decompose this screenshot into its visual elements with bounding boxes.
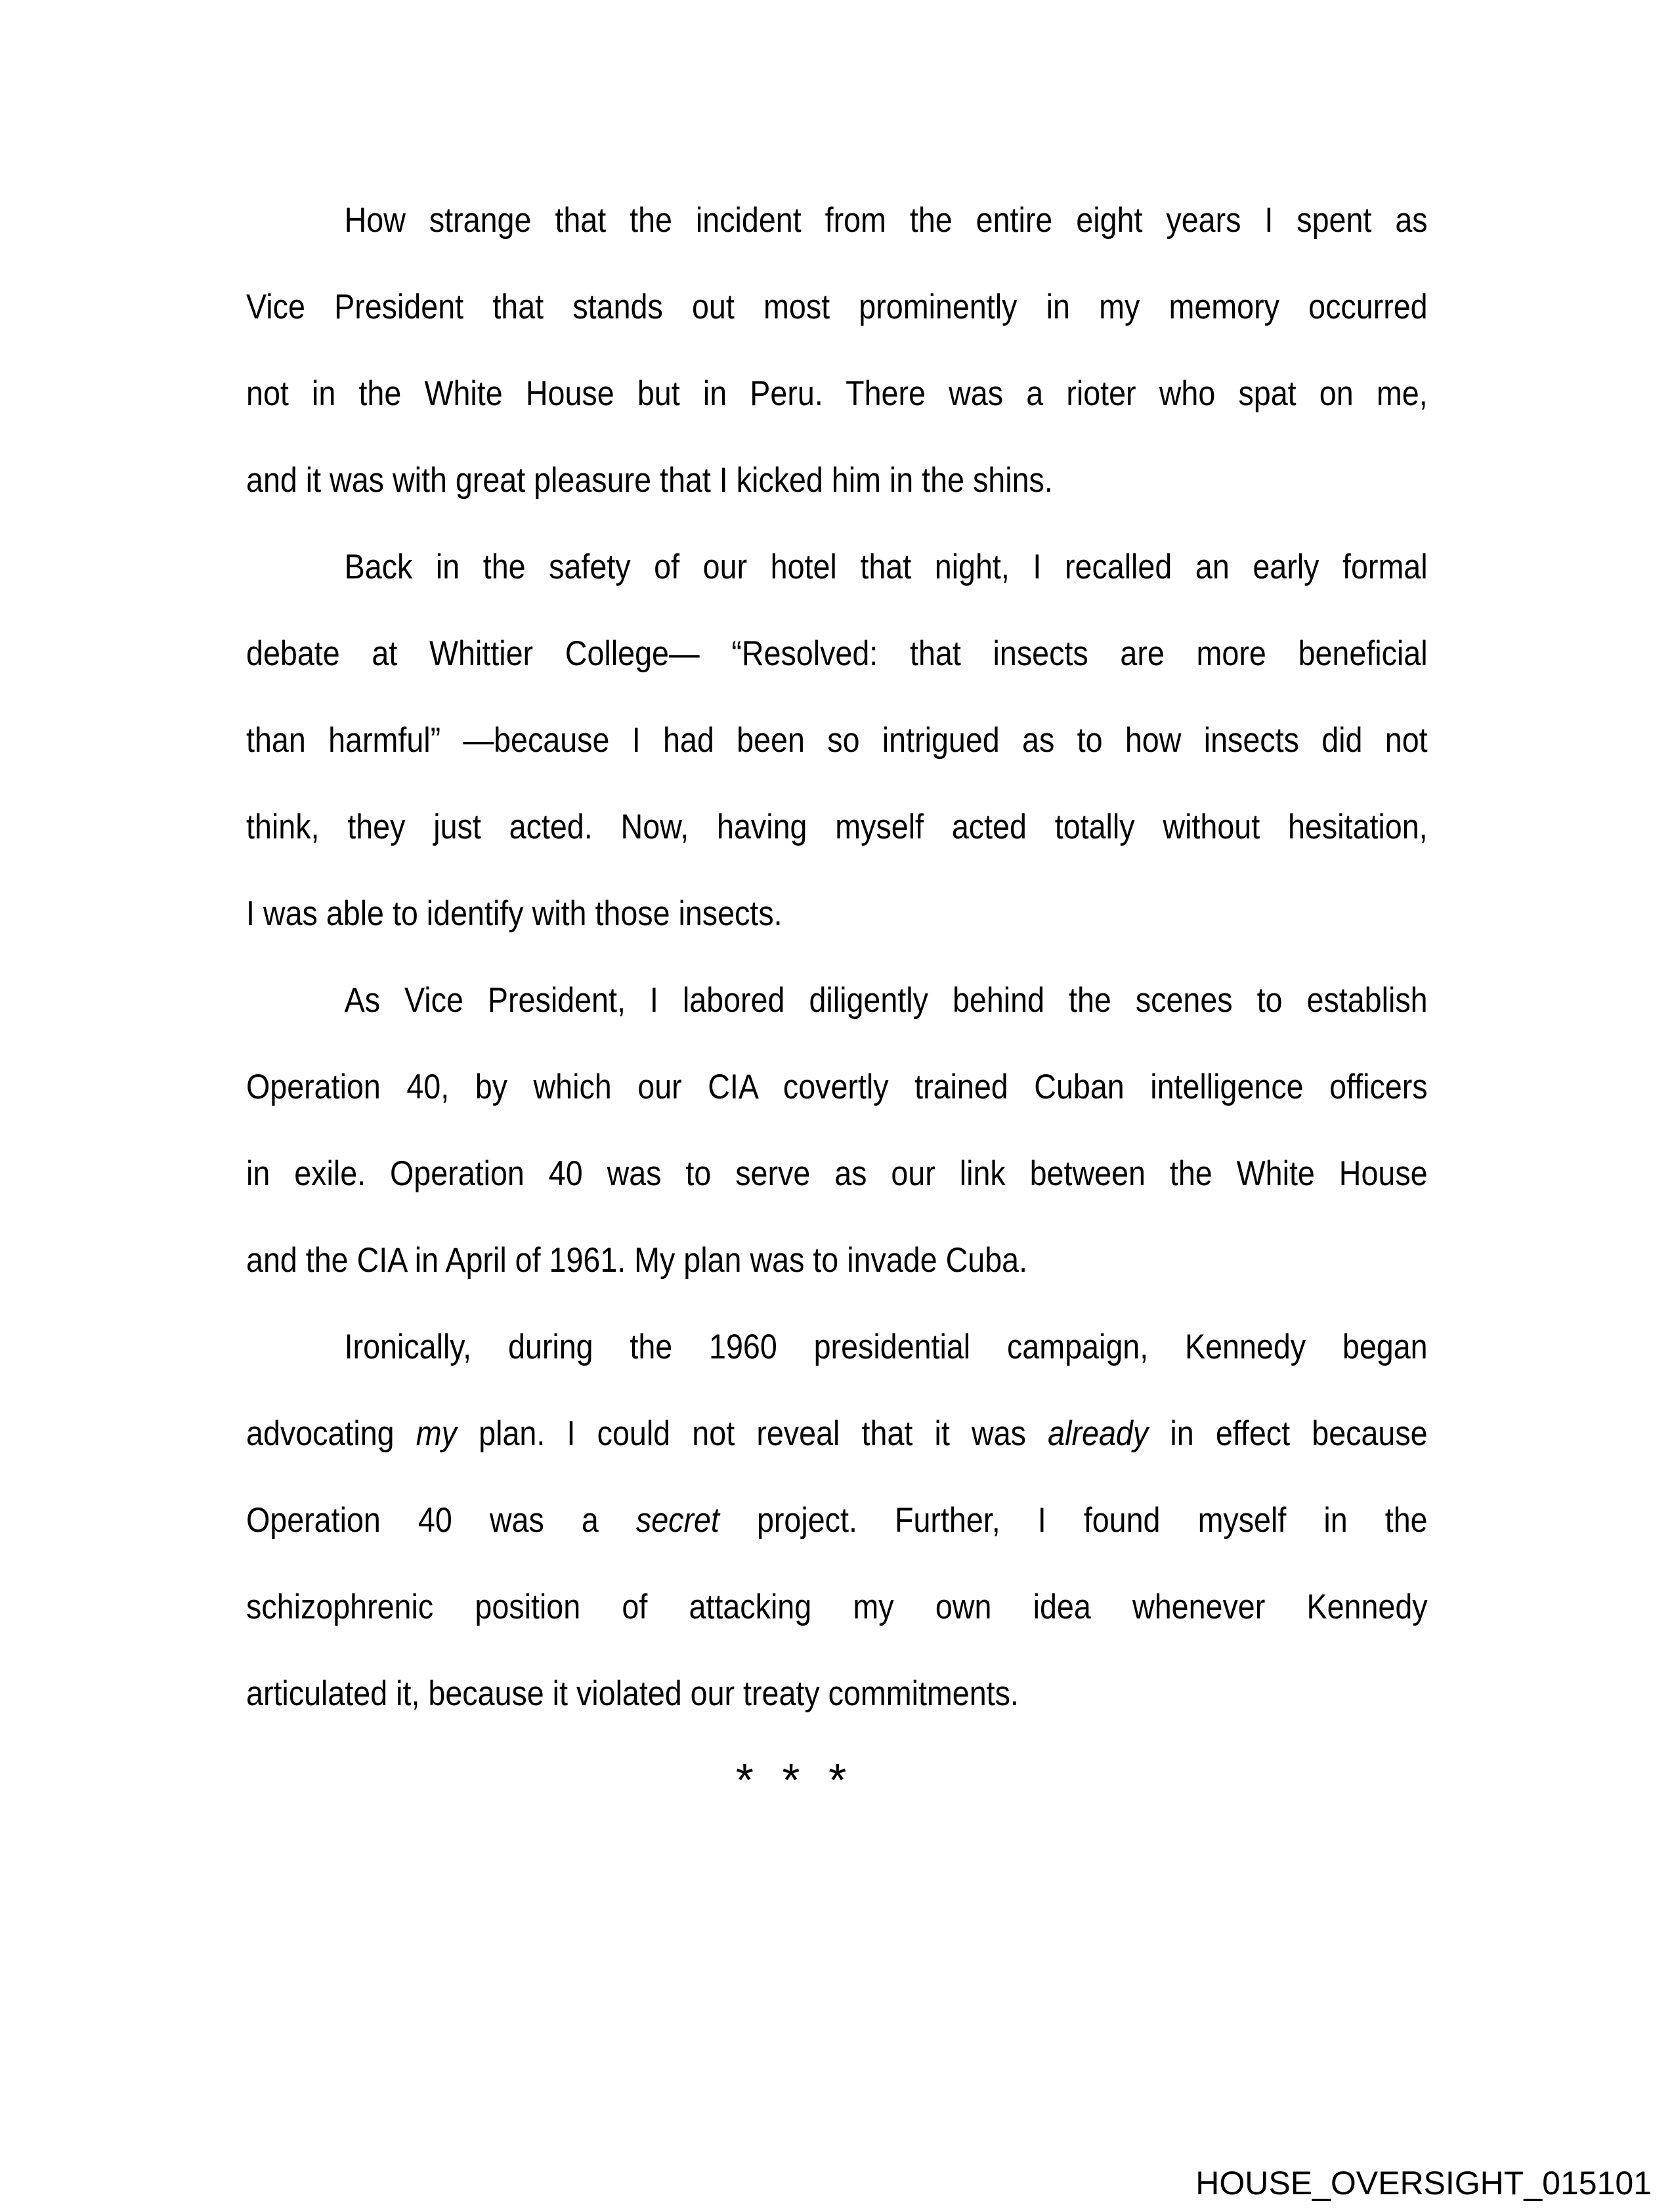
bates-number: HOUSE_OVERSIGHT_015101 <box>1195 2165 1652 2201</box>
text-line <box>246 1651 1428 1737</box>
text-segment: in effect because <box>1148 1414 1428 1453</box>
text-line <box>246 1044 1428 1131</box>
text-segment: Operation 40 was a <box>246 1501 636 1540</box>
text-line <box>246 437 1428 524</box>
text-line <box>246 1564 1428 1651</box>
text-segment: Back in the safety of our hotel that night, I recalled an early formal <box>344 548 1428 586</box>
text-segment: Operation 40, by which our CIA covertly trained Cuban intelligence officers <box>246 1068 1428 1106</box>
text-segment: plan. I could not reveal that it was <box>456 1414 1048 1453</box>
paragraph <box>246 1304 1428 1737</box>
text-line <box>246 524 1428 611</box>
text-segment: debate at Whittier College— “Resolved: that insects are more beneficial <box>246 634 1428 673</box>
text-segment: think, they just acted. Now, having myself acted totally without hesitation, <box>246 808 1428 846</box>
text-segment: and the CIA in April of 1961. My plan was to invade Cuba. <box>246 1241 1028 1280</box>
text-line <box>246 177 1428 264</box>
text-line <box>246 784 1428 871</box>
text-segment: I was able to identify with those insects. <box>246 894 783 933</box>
text-segment: in exile. Operation 40 was to serve as our link between the White House <box>246 1154 1428 1193</box>
text-line <box>246 611 1428 697</box>
italic-text-segment: secret <box>635 1501 719 1540</box>
text-line <box>246 871 1428 957</box>
text-segment: articulated it, because it violated our treaty commitments. <box>246 1674 1019 1713</box>
text-segment: project. Further, I found myself in the <box>719 1501 1428 1540</box>
text-segment: Vice President that stands out most prominently in my memory occurred <box>246 288 1428 326</box>
text-segment: How strange that the incident from the entire eight years I spent as <box>344 201 1428 240</box>
paragraph <box>246 524 1428 957</box>
text-line <box>246 1131 1428 1217</box>
memoir-text-block <box>246 177 1428 1737</box>
section-break-asterisks: * * * <box>735 1754 847 1806</box>
text-line <box>246 264 1428 351</box>
paragraph <box>246 957 1428 1304</box>
text-line <box>246 1477 1428 1564</box>
text-segment: advocating <box>246 1414 416 1453</box>
italic-text-segment: already <box>1048 1414 1149 1453</box>
text-segment: than harmful” —because I had been so intrigued as to how insects did not <box>246 721 1428 760</box>
text-line <box>246 1304 1428 1391</box>
text-segment: Ironically, during the 1960 presidential campaign, Kennedy began <box>344 1328 1428 1366</box>
paragraph <box>246 177 1428 524</box>
text-segment: and it was with great pleasure that I kicked him in the shins. <box>246 461 1053 500</box>
text-line <box>246 351 1428 437</box>
text-segment: schizophrenic position of attacking my own idea whenever Kennedy <box>246 1588 1428 1626</box>
text-line <box>246 1217 1428 1304</box>
text-line <box>246 957 1428 1044</box>
italic-text-segment: my <box>416 1414 457 1453</box>
text-line <box>246 1391 1428 1477</box>
text-segment: As Vice President, I labored diligently behind the scenes to establish <box>344 981 1428 1020</box>
text-line <box>246 697 1428 784</box>
text-segment: not in the White House but in Peru. There was a rioter who spat on me, <box>246 374 1428 413</box>
